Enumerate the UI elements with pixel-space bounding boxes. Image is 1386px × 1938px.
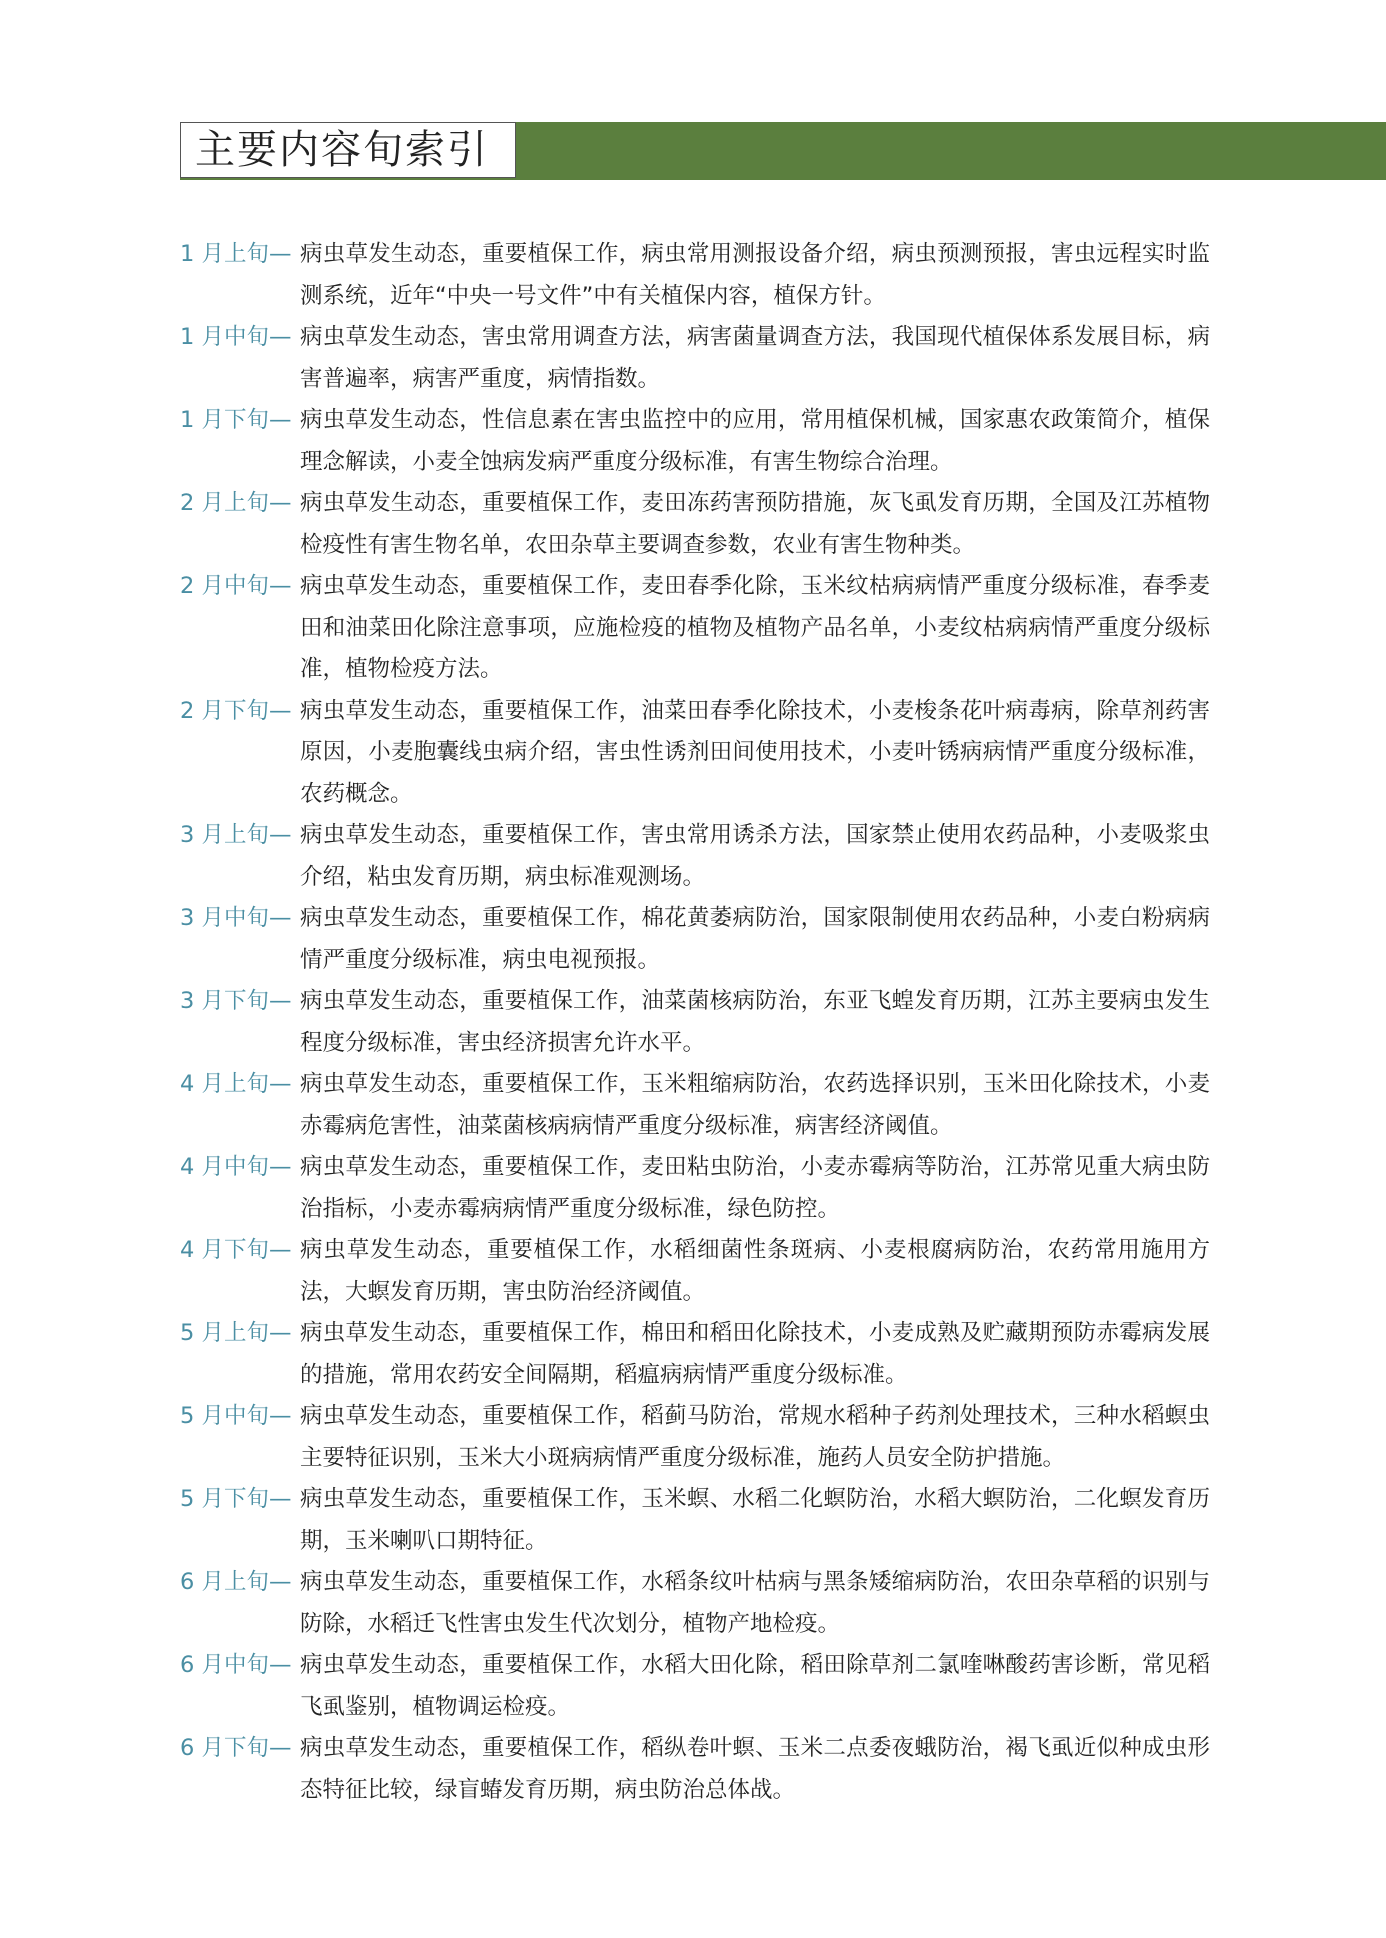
entry-label: 6 月下旬—: [180, 1735, 292, 1761]
entry-label: 3 月中旬—: [180, 905, 292, 931]
index-entry: [180, 400, 1210, 483]
index-entry: [180, 1645, 1210, 1728]
entry-label: 5 月上旬—: [180, 1320, 292, 1346]
index-entry: [180, 1562, 1210, 1645]
entry-text: 病虫草发生动态，重要植保工作，水稻细菌性条斑病、小麦根腐病防治，农药常用施用方法，大螟发育历期，害虫防治经济阈值。: [300, 1237, 1210, 1305]
index-list: [180, 234, 1210, 1811]
entry-label: 6 月上旬—: [180, 1569, 292, 1595]
index-entry: [180, 1064, 1210, 1147]
index-entry: [180, 1230, 1210, 1313]
entry-text: 病虫草发生动态，害虫常用调查方法，病害菌量调查方法，我国现代植保体系发展目标，病害普遍率，病害严重度，病情指数。: [300, 324, 1210, 392]
index-entry: [180, 1479, 1210, 1562]
index-entry: [180, 981, 1210, 1064]
entry-text: 病虫草发生动态，重要植保工作，棉花黄萎病防治，国家限制使用农药品种，小麦白粉病病情严重度分级标准，病虫电视预报。: [300, 905, 1210, 973]
entry-label: 2 月中旬—: [180, 573, 292, 599]
entry-label: 3 月上旬—: [180, 822, 292, 848]
entry-text: 病虫草发生动态，重要植保工作，玉米粗缩病防治，农药选择识别，玉米田化除技术，小麦赤霉病危害性，油菜菌核病病情严重度分级标准，病害经济阈值。: [300, 1071, 1210, 1139]
entry-label: 1 月下旬—: [180, 407, 292, 433]
entry-label: 3 月下旬—: [180, 988, 292, 1014]
entry-text: 病虫草发生动态，重要植保工作，油菜田春季化除技术，小麦梭条花叶病毒病，除草剂药害原因，小麦胞囊线虫病介绍，害虫性诱剂田间使用技术，小麦叶锈病病情严重度分级标准，农药概念。: [300, 697, 1210, 807]
entry-label: 4 月上旬—: [180, 1071, 292, 1097]
entry-label: 6 月中旬—: [180, 1652, 292, 1678]
entry-label: 5 月中旬—: [180, 1403, 292, 1429]
index-entry: [180, 483, 1210, 566]
entry-text: 病虫草发生动态，重要植保工作，水稻条纹叶枯病与黑条矮缩病防治，农田杂草稻的识别与防除，水稻迁飞性害虫发生代次划分，植物产地检疫。: [300, 1569, 1210, 1637]
entry-label: 2 月上旬—: [180, 490, 292, 516]
entry-text: 病虫草发生动态，重要植保工作，麦田冻药害预防措施，灰飞虱发育历期，全国及江苏植物检疫性有害生物名单，农田杂草主要调查参数，农业有害生物种类。: [300, 490, 1210, 558]
entry-label: 5 月下旬—: [180, 1486, 292, 1512]
entry-text: 病虫草发生动态，重要植保工作，玉米螟、水稻二化螟防治，水稻大螟防治，二化螟发育历期，玉米喇叭口期特征。: [300, 1486, 1210, 1554]
entry-label: 2 月下旬—: [180, 697, 292, 724]
page-title: 主要内容旬索引: [195, 127, 489, 173]
index-entry: [180, 234, 1210, 317]
index-entry: [180, 1313, 1210, 1396]
entry-text: 病虫草发生动态，重要植保工作，病虫常用测报设备介绍，病虫预测预报，害虫远程实时监测系统，近年“中央一号文件”中有关植保内容，植保方针。: [300, 241, 1210, 309]
entry-label: 4 月下旬—: [180, 1237, 292, 1263]
entry-label: 4 月中旬—: [180, 1154, 292, 1180]
entry-label: 1 月上旬—: [180, 241, 292, 267]
entry-text: 病虫草发生动态，重要植保工作，麦田粘虫防治，小麦赤霉病等防治，江苏常见重大病虫防治指标，小麦赤霉病病情严重度分级标准，绿色防控。: [300, 1154, 1210, 1222]
index-entry: [180, 1396, 1210, 1479]
index-entry: [180, 566, 1210, 691]
entry-text: 病虫草发生动态，重要植保工作，水稻大田化除，稻田除草剂二氯喹啉酸药害诊断，常见稻飞虱鉴别，植物调运检疫。: [300, 1652, 1210, 1720]
entry-text: 病虫草发生动态，重要植保工作，棉田和稻田化除技术，小麦成熟及贮藏期预防赤霉病发展的措施，常用农药安全间隔期，稻瘟病病情严重度分级标准。: [300, 1320, 1210, 1388]
entry-text: 病虫草发生动态，重要植保工作，油菜菌核病防治，东亚飞蝗发育历期，江苏主要病虫发生程度分级标准，害虫经济损害允许水平。: [300, 988, 1210, 1056]
index-entry: [180, 317, 1210, 400]
entry-label: 1 月中旬—: [180, 324, 292, 350]
title-box: [180, 122, 516, 178]
index-entry: [180, 691, 1210, 816]
entry-text: 病虫草发生动态，重要植保工作，稻纵卷叶螟、玉米二点委夜蛾防治，褐飞虱近似种成虫形态特征比较，绿盲蝽发育历期，病虫防治总体战。: [300, 1735, 1210, 1803]
index-entry: [180, 1728, 1210, 1811]
entry-text: 病虫草发生动态，重要植保工作，麦田春季化除，玉米纹枯病病情严重度分级标准，春季麦田和油菜田化除注意事项，应施检疫的植物及植物产品名单，小麦纹枯病病情严重度分级标准，植物检疫方法。: [300, 573, 1210, 682]
index-entry: [180, 815, 1210, 898]
entry-text: 病虫草发生动态，重要植保工作，害虫常用诱杀方法，国家禁止使用农药品种，小麦吸浆虫介绍，粘虫发育历期，病虫标准观测场。: [300, 822, 1210, 890]
entry-text: 病虫草发生动态，性信息素在害虫监控中的应用，常用植保机械，国家惠农政策简介，植保理念解读，小麦全蚀病发病严重度分级标准，有害生物综合治理。: [300, 407, 1210, 475]
index-entry: [180, 898, 1210, 981]
index-entry: [180, 1147, 1210, 1230]
entry-text: 病虫草发生动态，重要植保工作，稻蓟马防治，常规水稻种子药剂处理技术，三种水稻螟虫主要特征识别，玉米大小斑病病情严重度分级标准，施药人员安全防护措施。: [300, 1403, 1210, 1471]
